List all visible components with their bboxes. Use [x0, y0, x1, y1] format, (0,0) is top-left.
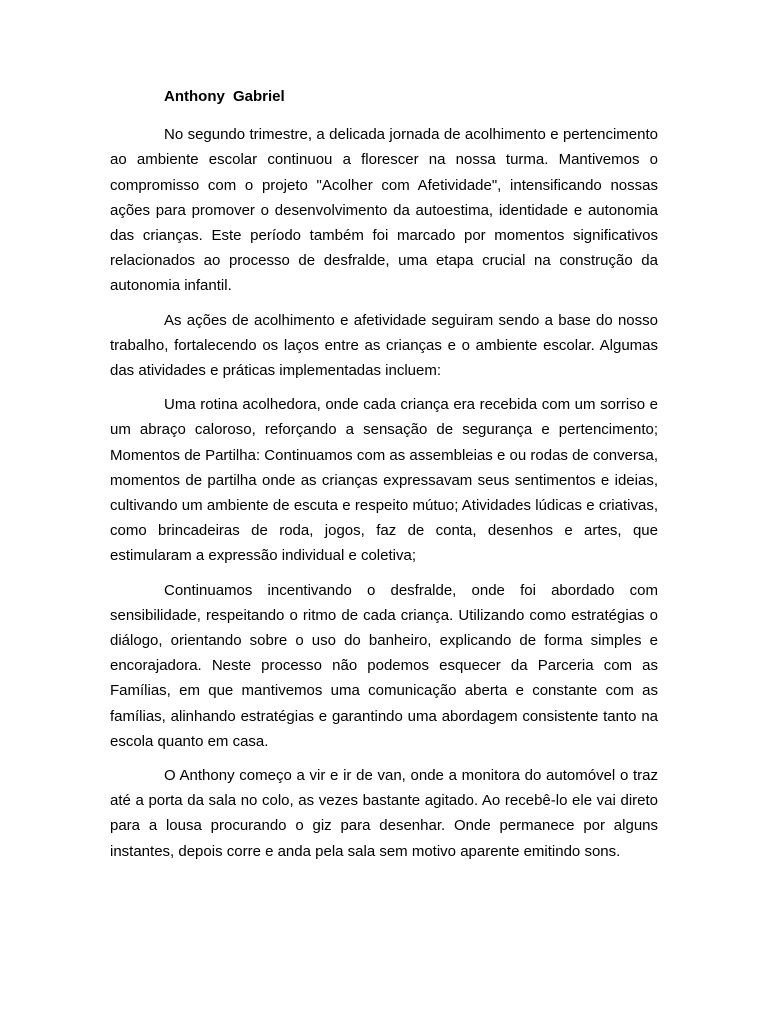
paragraph-acolhimento: As ações de acolhimento e afetividade seguiram sendo a base do nosso trabalho, fortalecendo os laços entre as crianças e o ambiente escolar. Algumas das atividades e práticas implementadas incluem:	[110, 311, 658, 380]
paragraph-anthony: O Anthony começo a vir e ir de van, onde a monitora do automóvel o traz até a porta da sala no colo, as vezes bastante agitado. Ao recebê-lo ele vai direto para a lousa procurando o giz para desenhar. Onde permanece por alguns instantes, depois corre e anda pela sala sem motivo aparente emitindo sons.	[110, 767, 658, 860]
paragraph-atividades: Uma rotina acolhedora, onde cada criança era recebida com um sorriso e um abraço caloroso, reforçando a sensação de segurança e pertencimento; Momentos de Partilha: Continuamos com as assembleias e ou rodas de conversa, momentos de partilha onde as crianças expressavam seus sentimentos e ideias, cultivando um ambiente de escuta e respeito mútuo; Atividades lúdicas e criativas, como brincadeiras de roda, jogos, faz de conta, desenhos e artes, que estimularam a expressão individual e coletiva;	[110, 396, 658, 565]
document-title: Anthony Gabriel	[164, 88, 285, 105]
paragraph-desfralde: Continuamos incentivando o desfralde, onde foi abordado com sensibilidade, respeitando o ritmo de cada criança. Utilizando como estratégias o diálogo, orientando sobre o uso do banheiro, explicando de forma simples e encorajadora. Neste processo não podemos esquecer da Parceria com as Famílias, em que mantivemos uma comunicação aberta e constante com as famílias, alinhando estratégias e garantindo uma abordagem consistente tanto na escola quanto em casa.	[110, 581, 658, 750]
paragraph-intro: No segundo trimestre, a delicada jornada de acolhimento e pertencimento ao ambiente escolar continuou a florescer na nossa turma. Mantivemos o compromisso com o projeto "Acolher com Afetividade", intensificando nossas ações para promover o desenvolvimento da autoestima, identidade e autonomia das crianças. Este período também foi marcado por momentos significativos relacionados ao processo de desfralde, uma etapa crucial na construção da autonomia infantil.	[110, 126, 658, 295]
document-body	[110, 84, 658, 873]
